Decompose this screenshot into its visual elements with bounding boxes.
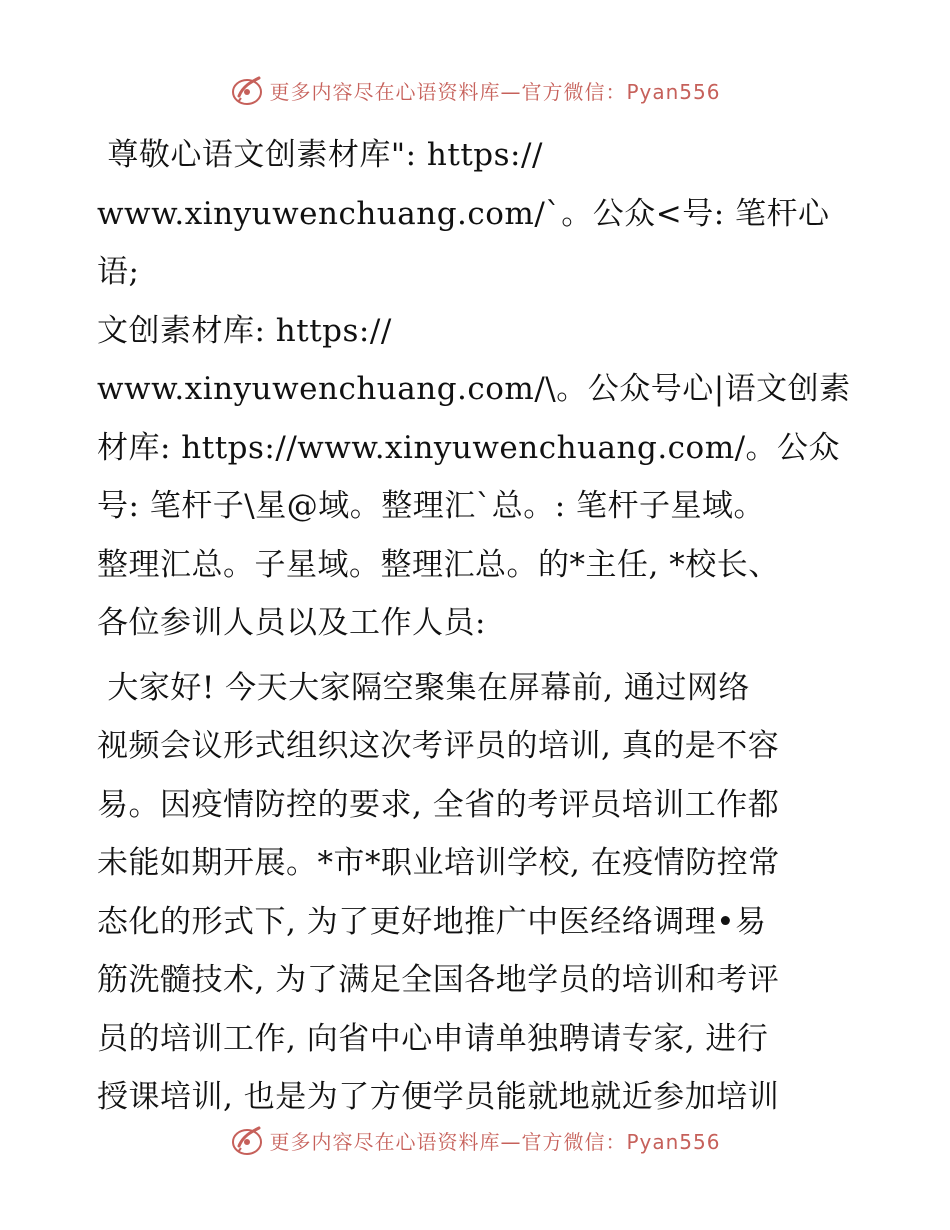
body-paragraph: 大家好! 今天大家隔空聚集在屏幕前, 通过网络 视频会议形式组织这次考评员的培训, 真的是不容 易。因疫情防控的要求, 全省的考评员培训工作都 未能如期开展。*市*职业培训学校, 在疫情防控常 态化的形式下, 为了更好地推广中医经络调理•易 筋洗髓技术, 为了满足全国各地学员的培训和考评 员的培训工作, 向省中心申请单独聘请专家, 进行 授课培训, 也是为了方便学员能就地就近参加培训: [97, 669, 780, 1115]
watermark-text: 更多内容尽在心语资料库—官方微信：Pyan556: [269, 79, 721, 104]
signature-pen-logo-icon: [229, 1122, 265, 1158]
footer-watermark: [0, 1120, 950, 1160]
document-body: [97, 126, 857, 1127]
watermark-text: 更多内容尽在心语资料库—官方微信：Pyan556: [269, 1129, 721, 1154]
signature-pen-logo-icon: [229, 72, 265, 108]
header-watermark: [0, 70, 950, 110]
greeting-paragraph: 尊敬心语文创素材库": https:// www.xinyuwenchuang.com/`。公众<号: 笔杆心语; 文创素材库: https:// www.xinyuwenchuang.com/\。公众号心|语文创素 材库: https://www.xinyuwenchuang.com/。公众 号: 笔杆子\星@域。整理汇`总。: 笔杆子星域。 整理汇总。子星域。整理汇总。的*主任, *校长、 各位参训人员以及工作人员:: [97, 137, 851, 641]
